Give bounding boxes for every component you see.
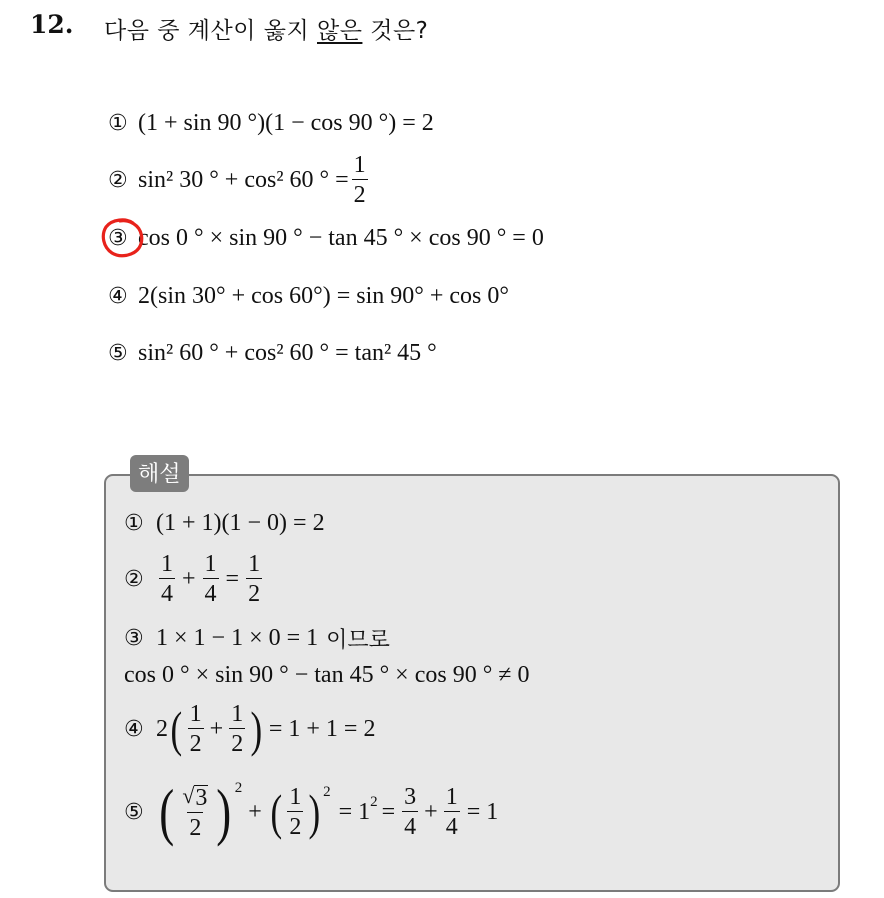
fraction bbox=[287, 785, 303, 839]
denominator: 2 bbox=[187, 812, 203, 840]
solution-line-5 bbox=[124, 702, 375, 756]
solution-mark: ① bbox=[124, 511, 144, 536]
solution-line-2 bbox=[124, 552, 265, 606]
exponent: 2 bbox=[370, 793, 378, 810]
equals-sign: = bbox=[225, 565, 240, 592]
denominator: 2 bbox=[246, 578, 262, 606]
fraction bbox=[402, 785, 418, 839]
solution-expression: (1 + 1)(1 − 0) = 2 bbox=[156, 510, 325, 536]
solution-line-4 bbox=[124, 662, 529, 689]
choice-expression: (1 + sin 90 °)(1 − cos 90 °) = 2 bbox=[138, 110, 434, 136]
numerator: 1 bbox=[445, 784, 458, 810]
right-paren: ) bbox=[216, 776, 232, 847]
solution-line-6 bbox=[124, 776, 499, 847]
fraction bbox=[180, 782, 210, 841]
choice-expression: 2(sin 30° + cos 60°) = sin 90° + cos 0° bbox=[138, 283, 509, 309]
square-root bbox=[180, 782, 210, 812]
numerator: 1 bbox=[248, 551, 261, 577]
denominator: 2 bbox=[287, 811, 303, 839]
denominator: 2 bbox=[352, 179, 368, 207]
choice-expression bbox=[138, 153, 371, 207]
question-text-after: 것은? bbox=[362, 18, 429, 44]
solution-line-1 bbox=[124, 510, 325, 537]
fraction bbox=[444, 785, 460, 839]
choice-mark: ② bbox=[108, 167, 128, 193]
denominator: 4 bbox=[444, 811, 460, 839]
numerator: 1 bbox=[161, 551, 173, 577]
right-paren: ) bbox=[250, 701, 263, 757]
choice-expression: cos 0 ° × sin 90 ° − tan 45 ° × cos 90 ° = 0 bbox=[138, 225, 544, 251]
choice-mark: ④ bbox=[108, 284, 128, 309]
solution-connective: 이므로 bbox=[326, 628, 390, 653]
question-text-before: 다음 중 계산이 옳지 bbox=[104, 18, 317, 44]
solution-result: = 1 bbox=[466, 798, 499, 825]
solution-expression: 1 × 1 − 1 × 0 = 1 bbox=[156, 625, 319, 651]
left-paren: ( bbox=[270, 784, 282, 840]
solution-result: = 1 + 1 = 2 bbox=[268, 715, 376, 742]
fraction bbox=[188, 702, 204, 756]
equals-sign: = bbox=[381, 798, 396, 825]
solution-tab: 해설 bbox=[130, 455, 189, 492]
solution-line-3 bbox=[124, 623, 390, 654]
answer-circle-mark bbox=[100, 217, 146, 259]
denominator: 2 bbox=[188, 728, 204, 756]
solution-mark: ⑤ bbox=[124, 799, 144, 825]
fraction bbox=[246, 552, 262, 606]
fraction bbox=[159, 552, 175, 606]
numerator: 1 bbox=[189, 701, 202, 727]
choice-mark: ① bbox=[108, 111, 128, 136]
plus-sign: + bbox=[424, 798, 438, 825]
choice-lhs: sin² 30 ° + cos² 60 ° = bbox=[138, 166, 349, 193]
equals-one: = 1 bbox=[338, 798, 371, 825]
solution-mark: ② bbox=[124, 566, 144, 592]
denominator: 2 bbox=[229, 728, 245, 756]
choice-2[interactable] bbox=[108, 153, 371, 207]
fraction bbox=[203, 552, 219, 606]
exponent: 2 bbox=[323, 783, 331, 800]
choice-mark: ③ bbox=[108, 226, 128, 251]
solution-expression: cos 0 ° × sin 90 ° − tan 45 ° × cos 90 ° ≠ 0 bbox=[124, 662, 530, 688]
fraction bbox=[352, 153, 368, 207]
choice-4[interactable] bbox=[108, 283, 509, 310]
choice-mark: ⑤ bbox=[108, 341, 128, 366]
choice-1[interactable] bbox=[108, 110, 434, 137]
numerator: 3 bbox=[404, 784, 417, 810]
question-emphasis: 않은 bbox=[317, 18, 363, 44]
choice-expression: sin² 60 ° + cos² 60 ° = tan² 45 ° bbox=[138, 340, 437, 366]
denominator: 4 bbox=[203, 578, 219, 606]
plus-sign: + bbox=[248, 798, 262, 825]
denominator: 4 bbox=[402, 811, 418, 839]
numerator: 1 bbox=[204, 551, 217, 577]
question-number: 12. bbox=[30, 10, 74, 39]
numerator: 1 bbox=[353, 152, 366, 178]
coefficient: 2 bbox=[156, 715, 168, 742]
numerator: 1 bbox=[289, 784, 302, 810]
choice-3[interactable] bbox=[108, 225, 544, 252]
right-paren: ) bbox=[308, 784, 321, 840]
solution-mark: ④ bbox=[124, 716, 144, 742]
choice-5[interactable] bbox=[108, 340, 437, 367]
fraction bbox=[229, 702, 245, 756]
radicand: 3 bbox=[195, 784, 208, 811]
question-text bbox=[104, 12, 428, 45]
radical-icon: √ bbox=[182, 782, 195, 808]
plus-sign: + bbox=[209, 715, 224, 742]
plus-sign: + bbox=[182, 565, 196, 592]
left-paren: ( bbox=[159, 776, 175, 847]
solution-mark: ③ bbox=[124, 626, 144, 651]
numerator: 1 bbox=[231, 701, 244, 727]
exponent: 2 bbox=[234, 779, 243, 796]
denominator: 4 bbox=[159, 578, 175, 606]
left-paren: ( bbox=[170, 701, 183, 757]
